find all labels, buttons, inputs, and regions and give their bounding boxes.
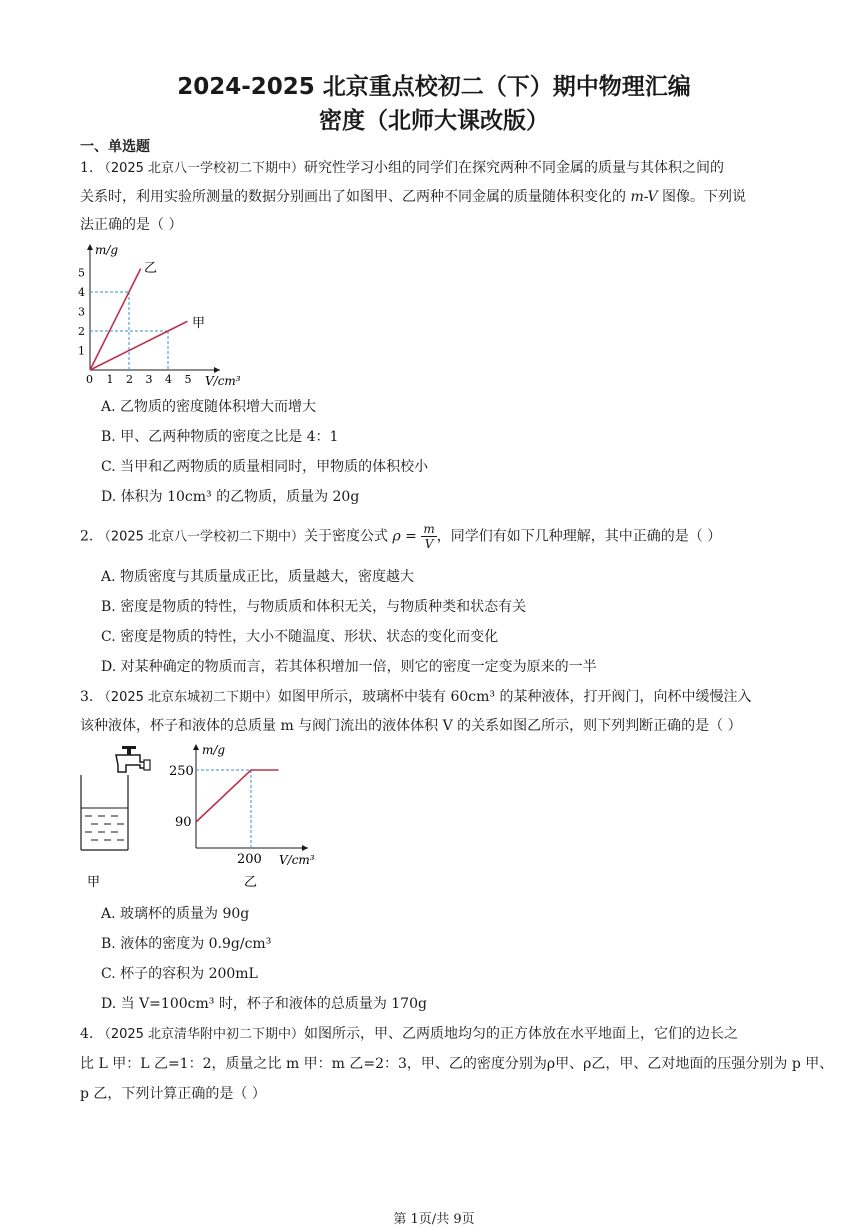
question-stem: 图像。下列说 — [657, 189, 747, 205]
question-number: 3. — [80, 689, 94, 705]
question-3-line-2: 该种液体，杯子和液体的总质量 m 与阀门流出的液体体积 V 的关系如图乙所示，则下列判断正确的是（ ） — [80, 718, 742, 734]
q1-mv-chart — [70, 238, 250, 390]
x-tick-label: 5 — [184, 373, 192, 386]
question-stem: 如图甲所示，玻璃杯中装有 60cm³ 的某种液体，打开阀门，向杯中缓慢注入 — [278, 689, 752, 705]
question-1-line-3: 法正确的是（ ） — [80, 217, 183, 233]
x-tick-200: 200 — [237, 852, 262, 867]
x-axis-label: V/cm³ — [205, 374, 241, 388]
q3-option-a: A. 玻璃杯的质量为 90g — [101, 906, 250, 922]
formula-denominator: V — [424, 537, 434, 551]
question-3-line-1 — [80, 686, 792, 706]
question-1-line-1 — [80, 157, 792, 177]
question-4-line-1 — [80, 1023, 792, 1043]
document-subtitle: 密度（北师大课改版） — [319, 108, 549, 134]
q1-option-b: B. 甲、乙两种物质的密度之比是 4：1 — [101, 429, 339, 445]
question-stem: ，同学们有如下几种理解，其中正确的是（ ） — [436, 528, 722, 545]
question-number: 1. — [80, 160, 94, 176]
question-stem: 关于密度公式 — [304, 528, 389, 545]
q2-option-a: A. 物质密度与其质量成正比，质量越大，密度越大 — [101, 569, 415, 585]
formula-numerator: m — [423, 522, 435, 536]
q2-option-b: B. 密度是物质的特性，与物质质和体积无关，与物质种类和状态有关 — [101, 599, 527, 615]
question-number: 4. — [80, 1026, 94, 1042]
question-4-line-3: p 乙，下列计算正确的是（ ） — [80, 1086, 266, 1102]
x-axis-arrow — [214, 367, 220, 373]
y-axis-arrow — [193, 744, 199, 750]
question-stem: 研究性学习小组的同学们在探究两种不同金属的质量与其体积之间的 — [304, 160, 725, 176]
y-tick-label: 4 — [78, 286, 85, 299]
mass-volume-line — [196, 770, 279, 822]
faucet-beaker-figure — [78, 740, 158, 890]
q2-option-c: C. 密度是物质的特性，大小不随温度、形状、状态的变化而变化 — [101, 629, 499, 645]
q2-option-d: D. 对某种确定的物质而言，若其体积增加一倍，则它的密度一定变为原来的一半 — [101, 659, 597, 675]
y-tick-250: 250 — [169, 764, 194, 779]
question-number: 2. — [80, 528, 94, 545]
series-line-jia — [90, 321, 188, 370]
x-axis-label: V/cm³ — [279, 853, 315, 867]
question-2-line-1 — [80, 522, 792, 551]
faucet-icon — [116, 746, 150, 772]
y-tick-label: 2 — [78, 325, 85, 338]
x-tick-label: 2 — [126, 373, 133, 386]
question-stem: 如图所示，甲、乙两质地均匀的正方体放在水平地面上，它们的边长之 — [304, 1026, 739, 1042]
formula-rho: ρ = — [392, 528, 417, 545]
x-tick-label: 3 — [145, 373, 153, 386]
series-label-jia: 甲 — [192, 316, 206, 331]
y-tick-90: 90 — [175, 815, 192, 830]
q1-option-a: A. 乙物质的密度随体积增大而增大 — [101, 399, 317, 415]
q1-option-d: D. 体积为 10cm³ 的乙物质，质量为 20g — [101, 489, 360, 505]
origin-label: 0 — [86, 373, 93, 386]
figure-label-jia: 甲 — [87, 875, 101, 890]
question-1-line-2 — [80, 186, 792, 206]
y-axis-label: m/g — [202, 743, 226, 757]
beaker-icon — [81, 775, 128, 850]
density-formula-fraction — [421, 522, 436, 551]
series-line-yi — [90, 269, 141, 370]
figure-label-yi: 乙 — [244, 875, 258, 890]
series-label-yi: 乙 — [144, 261, 158, 276]
x-axis-arrow — [302, 845, 308, 851]
question-stem: 关系时，利用实验所测量的数据分别画出了如图甲、乙两种不同金属的质量随体积变化的 — [80, 189, 631, 205]
y-axis-label: m/g — [95, 243, 119, 257]
x-tick-label: 1 — [106, 373, 114, 386]
q3-mv-chart — [168, 740, 328, 892]
question-source: （2025 北京清华附中初二下期中） — [97, 1027, 305, 1042]
y-tick-label: 5 — [78, 266, 85, 280]
y-axis-arrow — [87, 244, 93, 250]
question-4-line-2: 比 L 甲：L 乙=1：2，质量之比 m 甲：m 乙=2：3，甲、乙的密度分别为ρ甲、ρ乙，甲、乙对地面的压强分别为 p 甲、 — [80, 1056, 834, 1072]
question-source: （2025 北京东城初二下期中） — [97, 690, 279, 705]
x-tick-label: 4 — [165, 373, 172, 386]
question-stem-italic: m-V — [630, 189, 658, 205]
page-footer: 第 1页/共 9页 — [393, 1212, 475, 1227]
y-tick-label: 3 — [78, 305, 85, 319]
question-source: （2025 北京八一学校初二下期中） — [97, 161, 305, 176]
section-heading: 一、单选题 — [80, 139, 150, 155]
q3-option-b: B. 液体的密度为 0.9g/cm³ — [101, 936, 272, 952]
q3-option-c: C. 杯子的容积为 200mL — [101, 966, 258, 982]
q3-option-d: D. 当 V=100cm³ 时，杯子和液体的总质量为 170g — [101, 996, 427, 1012]
document-title: 2024-2025 北京重点校初二（下）期中物理汇编 — [177, 74, 691, 100]
y-tick-label: 1 — [78, 344, 85, 358]
question-source: （2025 北京八一学校初二下期中） — [97, 529, 305, 545]
q1-option-c: C. 当甲和乙两物质的质量相同时，甲物质的体积校小 — [101, 459, 429, 475]
